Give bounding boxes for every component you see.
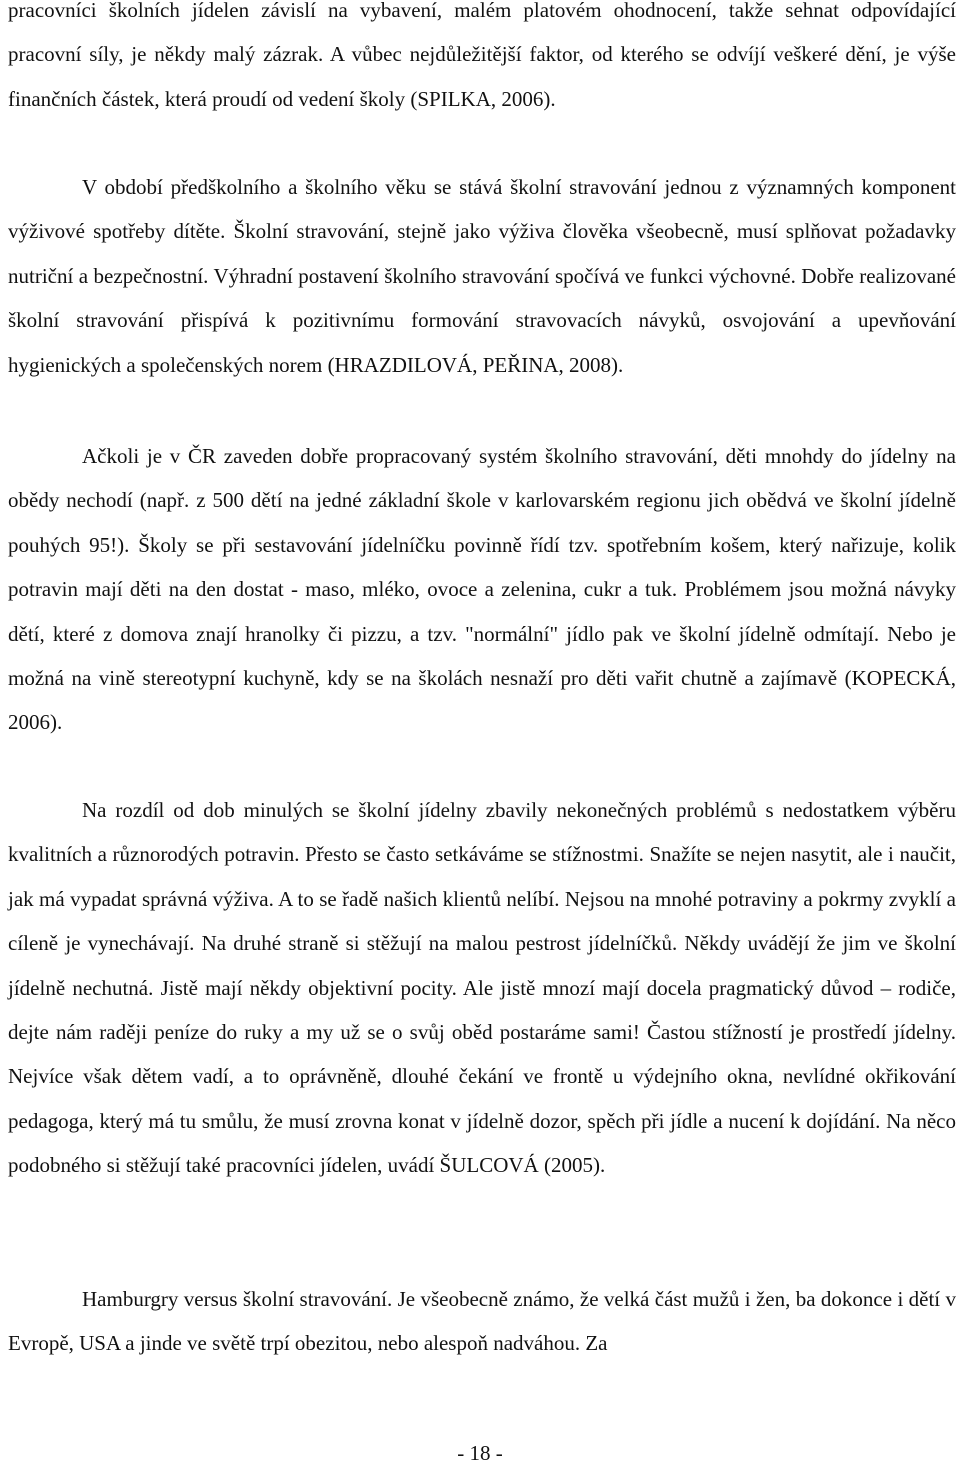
paragraph-czech-system: Ačkoli je v ČR zaveden dobře propracovaný systém školního stravování, děti mnohdy do jídelny na obědy nechodí (např. z 500 dětí na jedné základní škole v karlovarském regionu jich obědvá ve školní jídelně pouhých 95!). Školy se při sestavování jídelníčku povinně řídí tzv. spotřebním košem, který nařizuje, kolik potravin mají děti na den dostat - maso, mléko, ovoce a zelenina, cukr a tuk. Problémem jsou možná návyky dětí, které z domova znají hranolky či pizzu, a tzv. "normální" jídlo pak ve školní jídelně odmítají. Nebo je možná na vině stereotypní kuchyně, kdy se na školách nesnaží pro děti vařit chutně a zajímavě (KOPECKÁ, 2006).	[8, 444, 956, 735]
paragraph-complaints: Na rozdíl od dob minulých se školní jídelny zbavily nekonečných problémů s nedostatkem výběru kvalitních a různorodých potravin. Přesto se často setkáváme se stížnostmi. Snažíte se nejen nasytit, ale i naučit, jak má vypadat správná výživa. A to se řadě našich klientů nelíbí. Nejsou na mnohé potraviny a pokrmy zvyklí a cíleně je vynechávají. Na druhé straně si stěžují na malou pestrost jídelníčků. Někdy uvádějí že jim ve školní jídelně nechutná. Jistě mají někdy objektivní pocity. Ale jistě mnozí mají docela pragmatický důvod – rodiče, dejte nám raději peníze do ruky a my už se o svůj oběd postaráme sami! Častou stížností je prostředí jídelny. Nejvíce však dětem vadí, a to oprávněně, dlouhé čekání ve frontě u výdejního okna, nevlídné okřikování pedagoga, který má tu smůlu, že musí zrovna konat v jídelně dozor, spěch při jídle a nucení k dojídání. Na něco podobného si stěžují také pracovníci jídelen, uvádí ŠULCOVÁ (2005).	[8, 798, 956, 1178]
paragraph-school-nutrition: V období předškolního a školního věku se stává školní stravování jednou z významných komponent výživové spotřeby dítěte. Školní stravování, stejně jako výživa člověka všeobecně, musí splňovat požadavky nutriční a bezpečnostní. Výhradní postavení školního stravování spočívá ve funkci výchovné. Dobře realizované školní stravování přispívá k pozitivnímu formování stravovacích návyků, osvojování a upevňování hygienických a společenských norem (HRAZDILOVÁ, PEŘINA, 2008).	[8, 175, 956, 377]
page-number: - 18 -	[457, 1441, 503, 1465]
paragraph-continuation: pracovníci školních jídelen závislí na vybavení, malém platovém ohodnocení, takže sehnat odpovídající pracovní síly, je někdy malý zázrak. A vůbec nejdůležitější faktor, od kterého se odvíjí veškeré dění, je výše finančních částek, která proudí od vedení školy (SPILKA, 2006).	[8, 0, 956, 111]
paragraph-hamburgers: Hamburgry versus školní stravování. Je všeobecně známo, že velká část mužů i žen, ba dokonce i dětí v Evropě, USA a jinde ve světě trpí obezitou, nebo alespoň nadváhou. Za	[8, 1287, 956, 1356]
